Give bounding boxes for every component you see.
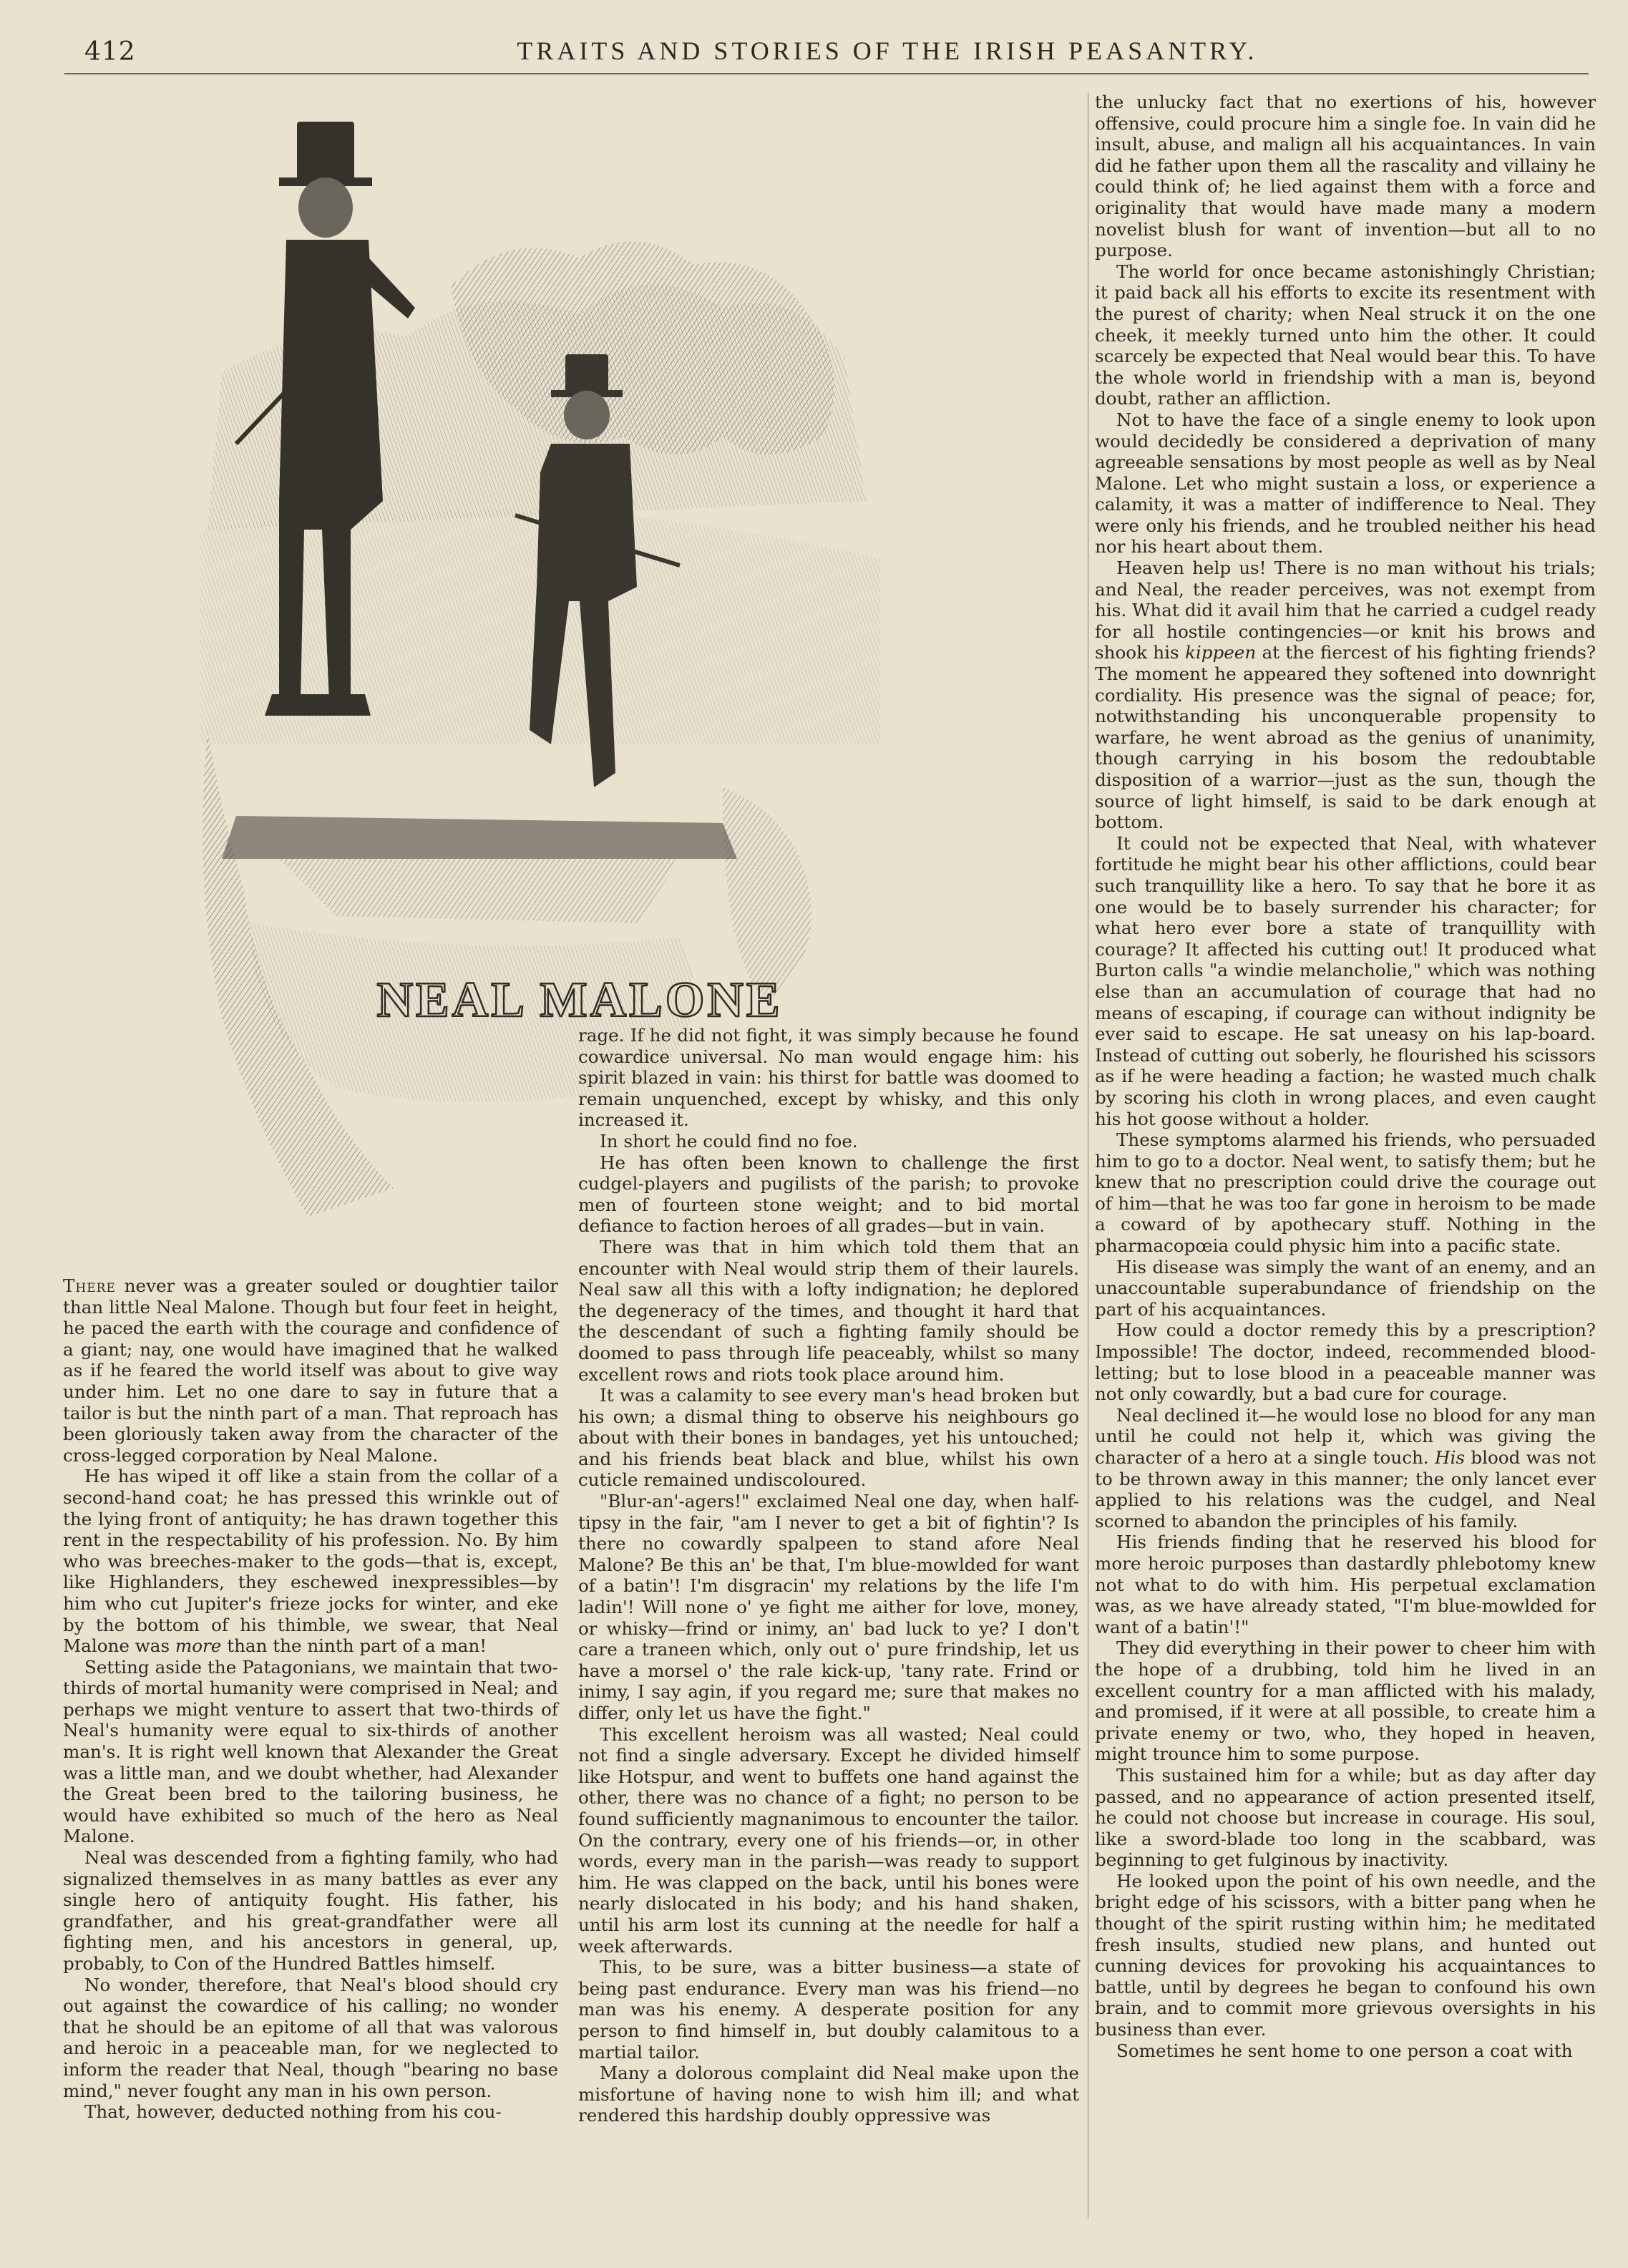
paragraph: This, to be sure, was a bitter business—a state of being past endurance. Every man was his friend—no man was his enemy. A desperate position for any person to find himself in, but doubly calamitous to a martial tailor.	[578, 1957, 1079, 2063]
page-number: 412	[84, 37, 136, 67]
paragraph: No wonder, therefore, that Neal's blood should cry out against the cowardice of his calling; no wonder that he should be an epitome of all that was valorous and heroic in a peaceable man, for we neglected to inform the reader that Neal, though "bearing no base mind," never fought any man in his own person.	[63, 1974, 558, 2101]
paragraph: This excellent heroism was all wasted; Neal could not find a single adversary. Except he divided himself like Hotspur, and went to buffets one hand against the other, there was no chance of a fight; no person to be found sufficiently magnanimous to encounter the tailor. On the contrary, every one of his friends—or, in other words, every man in the parish—was ready to support him. He was clapped on the back, until his bones were nearly dislocated in his body; and his hand shaken, until his arm lost its cunning at the needle for half a week afterwards.	[578, 1723, 1079, 1957]
paragraph: Many a dolorous complaint did Neal make upon the misfortune of having none to wish him ill; and what rendered this hardship doubly oppressive was	[578, 2063, 1079, 2126]
paragraph: the unlucky fact that no exertions of his, however offensive, could procure him a single foe. In vain did he insult, abuse, and malign all his acquaintances. In vain did he father upon them all the rascality and villainy he could think of; he lied against them with a force and originality that would have made many a modern novelist blush for want of invention—but all to no purpose.	[1095, 92, 1596, 261]
running-title: TRAITS AND STORIES OF THE IRISH PEASANTRY.	[517, 36, 1258, 65]
paragraph: Neal declined it—he would lose no blood for any man until he could not help it, which was giving the character of a hero at a single touch. His blood was not to be thrown away in this manner; the only lancet ever applied to his relations was the cudgel, and Neal scorned to abandon the principles of his family.	[1095, 1404, 1596, 1532]
column-left	[63, 1275, 558, 2220]
paragraph: It was a calamity to see every man's head broken but his own; a dismal thing to observe his neighbours go about with their bones in bandages, yet his untouched; and his friends beat black and blue, whilst his own cuticle remained undiscoloured.	[578, 1385, 1079, 1491]
paragraph: He looked upon the point of his own needle, and the bright edge of his scissors, with a bitter pang when he thought of the spirit rusting within him; he meditated fresh insults, studied new plans, and hunted out cunning devices for provoking his acquaintances to battle, until by degrees he began to confound his own brain, and to commit more grievous oversights in his business than ever.	[1095, 1870, 1596, 2040]
paragraph: His disease was simply the want of an enemy, and an unaccountable superabundance of friendship on the part of his acquaintances.	[1095, 1256, 1596, 1320]
paragraph: There was that in him which told them that an encounter with Neal would strip them of their laurels. Neal saw all this with a lofty indignation; he deplored the degeneracy of the times, and thought it hard that the descendant of such a fighting family should be doomed to pass through life peaceably, whilst so many excellent rows and riots took place around him.	[578, 1236, 1079, 1385]
paragraph: He has wiped it off like a stain from the collar of a second-hand coat; he has pressed this wrinkle out of the lying front of antiquity; he has drawn together this rent in the respectability of his profession. No. By him who was breeches-maker to the gods—that is, except, like Highlanders, they eschewed inexpressibles—by him who cut Jupiter's frieze jocks for winter, and eke by the bottom of his thimble, we swear, that Neal Malone was more than the ninth part of a man!	[63, 1466, 558, 1657]
paragraph: Setting aside the Patagonians, we maintain that two-thirds of mortal humanity were comprised in Neal; and perhaps we might venture to assert that two-thirds of Neal's humanity were equal to six-thirds of another man's. It is right well known that Alexander the Great was a little man, and we doubt whether, had Alexander the Great been bred to the tailoring business, he would have exhibited so much of the hero as Neal Malone.	[63, 1656, 558, 1847]
paragraph: His friends finding that he reserved his blood for more heroic purposes than dastardly phlebotomy knew not what to do with him. His perpetual exclamation was, as we have already stated, "I'm blue-mowlded for want of a batin'!"	[1095, 1532, 1596, 1637]
paragraph: Neal was descended from a fighting family, who had signalized themselves in as many battles as ever any single hero of antiquity fought. His father, his grandfather, and his great-grandfather were all fighting men, and his ancestors in general, up, probably, to Con of the Hundred Battles himself.	[63, 1847, 558, 1974]
paragraph: There never was a greater souled or doughtier tailor than little Neal Malone. Though but four feet in height, he paced the earth with the courage and confidence of a giant; nay, one would have imagined that he walked as if he feared the world itself was about to give way under him. Let no one dare to say in future that a tailor is but the ninth part of a man. That reproach has been gloriously taken away from the character of the cross-legged corporation by Neal Malone.	[63, 1275, 558, 1466]
paragraph: He has often been known to challenge the first cudgel-players and pugilists of the parish; to provoke men of fourteen stone weight; and to bid mortal defiance to faction heroes of all grades—but in vain.	[578, 1152, 1079, 1237]
illustration-title-lettering: NEAL MALONE	[376, 973, 783, 1028]
running-header	[64, 30, 1589, 74]
paragraph: "Blur-an'-agers!" exclaimed Neal one day, when half-tipsy in the fair, "am I never to get a bit of fightin'? Is there no cowardly spalpeen to stand afore Neal Malone? Be this an' be that, I'm blue-mowlded for want of a batin'! I'm disgracin' my relations by the life I'm ladin'! Will none o' ye fight me aither for love, money, or whisky—frind or inimy, an' bad luck to ye? I don't care a traneen which, only out o' pure frindship, let us have a morsel o' the rale kick-up, 'tany rate. Frind or inimy, I say agin, if you regard me; sure that makes no differ, only let us have the fight."	[578, 1491, 1079, 1723]
column-right	[1095, 92, 1596, 2220]
paragraph: It could not be expected that Neal, with whatever fortitude he might bear his other afflictions, could bear such tranquillity like a hero. To say that he bore it as one would be to basely surrender his character; for what hero ever bore a state of tranquillity with courage? It affected his cutting out! It produced what Burton calls "a windie melancholie," which was nothing else than an accumulation of courage that had no means of escaping, if courage can without indignity be ever said to escape. He sat uneasy on his lap-board. Instead of cutting out soberly, he flourished his scissors as if he were heading a faction; he wasted much chalk by scoring his cloth in wrong places, and even caught his hot goose without a holder.	[1095, 832, 1596, 1129]
opening-word: There	[63, 1275, 116, 1296]
column-middle	[578, 1025, 1079, 2220]
paragraph: The world for once became astonishingly Christian; it paid back all his efforts to excite its resentment with the purest of charity; when Neal struck it on the one cheek, it meekly turned unto him the other. It could scarcely be expected that Neal would bear this. To have the whole world in friendship with a man is, beyond doubt, rather an affliction.	[1095, 261, 1596, 409]
paragraph: These symptoms alarmed his friends, who persuaded him to go to a doctor. Neal went, to satisfy them; but he knew that no prescription could drive the courage out of him—that he was too far gone in heroism to be made a coward of by apothecary stuff. Nothing in the pharmacopœia could physic him into a pacific state.	[1095, 1129, 1596, 1257]
paragraph: How could a doctor remedy this by a prescription? Impossible! The doctor, indeed, recommended blood-letting; but to lose blood in a peaceable manner was not only cowardly, but a bad cure for courage.	[1095, 1320, 1596, 1405]
paragraph: rage. If he did not fight, it was simply because he found cowardice universal. No man would engage him: his spirit blazed in vain: his thirst for battle was doomed to remain unquenched, except by whisky, and this only increased it.	[578, 1025, 1079, 1131]
paragraph: Heaven help us! There is no man without his trials; and Neal, the reader perceives, was not exempt from his. What did it avail him that he carried a cudgel ready for all hostile contingencies—or knit his brows and shook his kippeen at the fiercest of his fighting friends? The moment he appeared they softened into downright cordiality. His presence was the signal of peace; for, notwithstanding his unconquerable propensity to warfare, he went abroad as the genius of unanimity, though carrying in his bosom the redoubtable disposition of a warrior—just as the sun, though the source of light himself, is said to be dark enough at bottom.	[1095, 558, 1596, 833]
paragraph: That, however, deducted nothing from his cou-	[84, 2101, 502, 2123]
paragraph: In short he could find no foe.	[600, 1130, 858, 1152]
paragraph: This sustained him for a while; but as day after day passed, and no appearance of action presented itself, he could not choose but increase in courage. His soul, like a sword-blade too long in the scabbard, was beginning to get fulginous by inactivity.	[1095, 1764, 1596, 1871]
paragraph: Sometimes he sent home to one person a coat with	[1116, 2040, 1573, 2061]
paragraph: They did everything in their power to cheer him with the hope of a drubbing, told him he lived in an excellent country for a man afflicted with his malady, and promised, if it were at all possible, to create him a private enemy or two, who, they hoped in heaven, might trounce him to some purpose.	[1095, 1637, 1596, 1765]
paragraph: Not to have the face of a single enemy to look upon would decidedly be considered a deprivation of many agreeable sensations by most people as well as by Neal Malone. Let who might sustain a loss, or experience a calamity, it was a matter of indifference to Neal. They were only his friends, and he troubled neither his head nor his heart about them.	[1095, 409, 1596, 558]
